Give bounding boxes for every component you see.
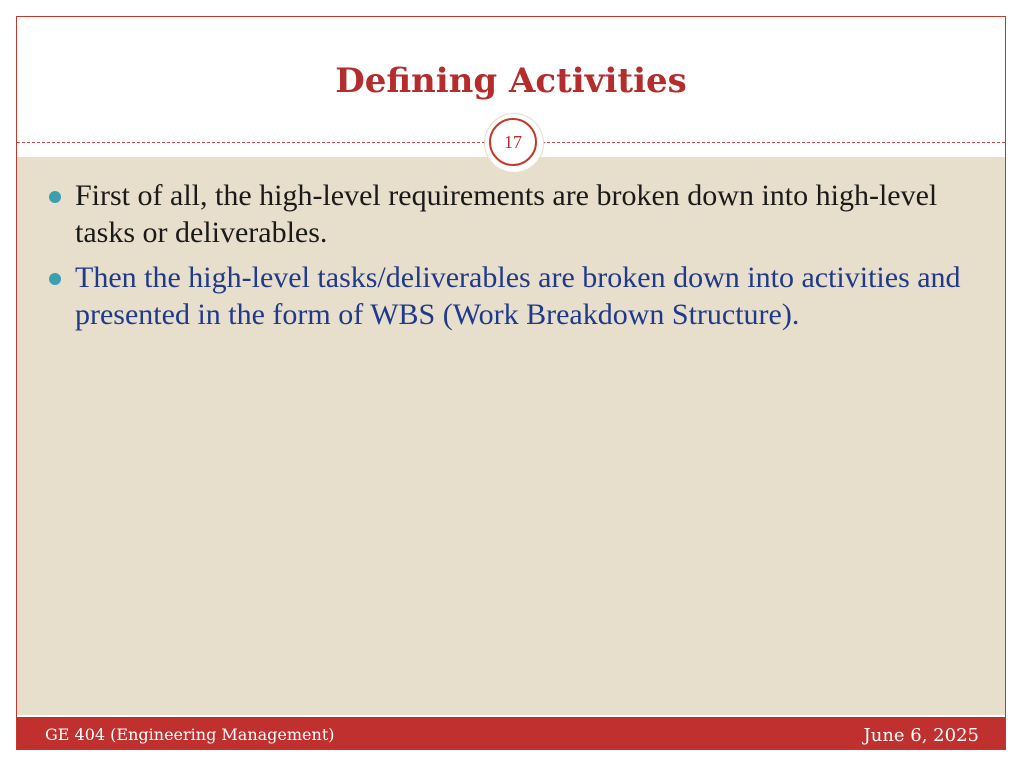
- page-number: 17: [504, 131, 522, 152]
- footer-date: June 6, 2025: [863, 725, 979, 746]
- footer-bar: [17, 717, 1005, 750]
- bullet-text: First of all, the high-level requirements are broken down into high-level tasks or deliverables.: [75, 179, 938, 249]
- bullet-list: [45, 177, 965, 341]
- bullet-item: [45, 259, 965, 333]
- page-number-badge: [485, 114, 543, 172]
- slide-frame: [16, 16, 1006, 750]
- bullet-dot-icon: [49, 191, 61, 203]
- bullet-item: [45, 177, 965, 251]
- slide-title: Defining Activities: [335, 61, 687, 101]
- bullet-dot-icon: [49, 273, 61, 285]
- bullet-text: Then the high-level tasks/deliverables are broken down into activities and presented in the form of WBS (Work Breakdown Structure).: [75, 261, 961, 331]
- footer-course: GE 404 (Engineering Management): [45, 725, 335, 744]
- page-number-ring: [489, 118, 537, 166]
